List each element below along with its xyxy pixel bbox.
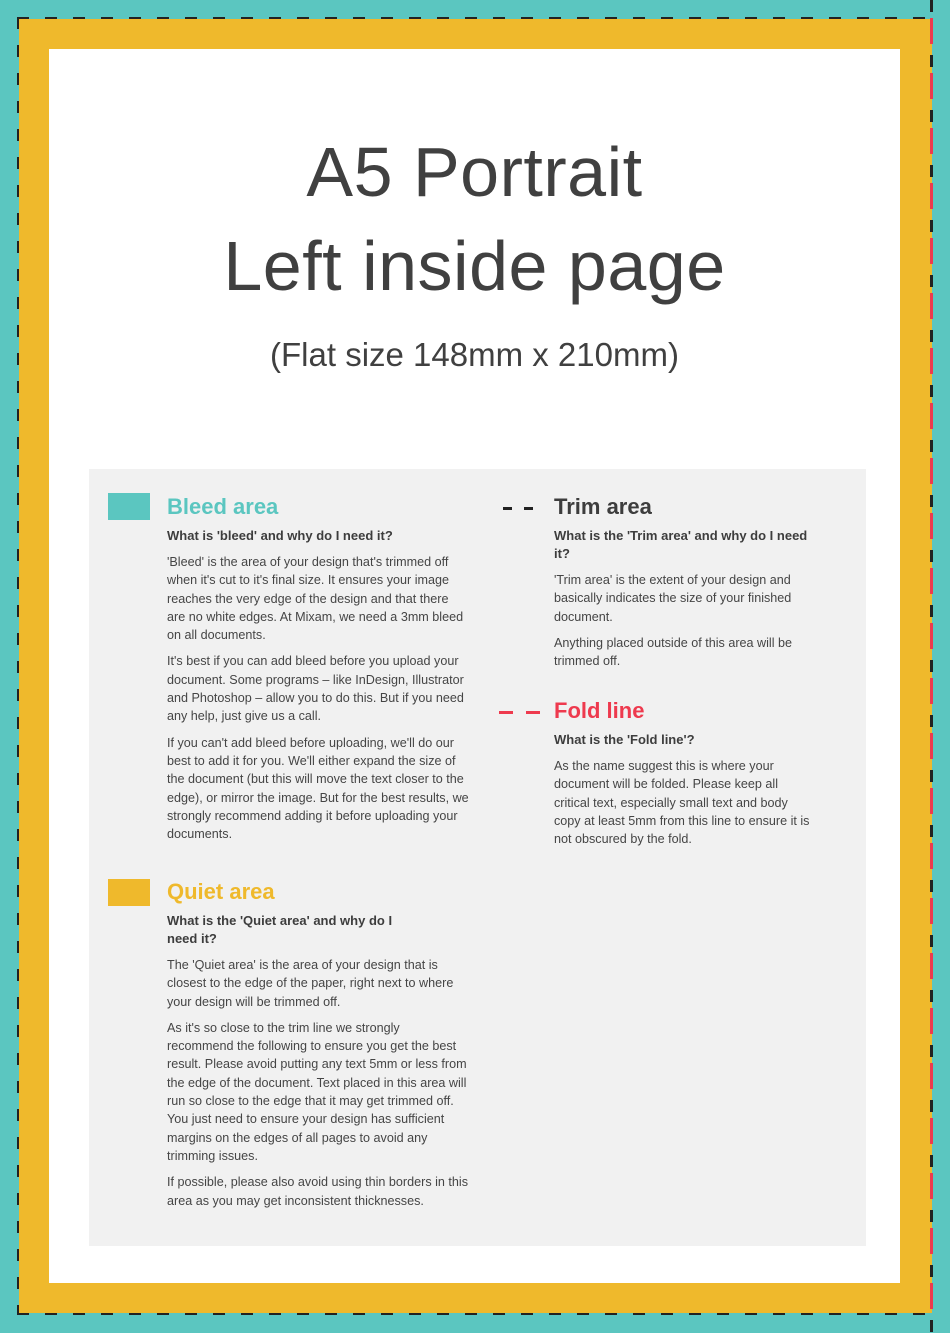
fold-line-right [930, 0, 933, 1333]
bleed-question: What is 'bleed' and why do I need it? [167, 528, 393, 543]
trim-line-top [17, 17, 932, 19]
bleed-paragraph: If you can't add bleed before uploading, we'll do our best to add it for you. We'll either expand the size of the document (but this will move the text closer to the edge), or mirror the image. But for the best results, we strongly recommend adding it before uploading your documents. [167, 735, 469, 842]
quiet-title: Quiet area [167, 879, 275, 904]
quiet-paragraph: As it's so close to the trim line we strongly recommend the following to ensure you get the best result. Please avoid putting any text 5mm or less from the edge of the document. Text placed in this area will run so close to the edge that it may get trimmed off. You just need to ensure your design has sufficient margins on the edges of all pages to avoid any trimming issues. [167, 1020, 467, 1163]
trim-section [554, 493, 819, 670]
fold-section [554, 697, 819, 848]
trim-line-bottom [17, 1313, 932, 1315]
quiet-section [167, 878, 472, 1210]
trim-paragraph: Anything placed outside of this area will be trimmed off. [554, 635, 793, 669]
quiet-question: What is the 'Quiet area' and why do I need it? [167, 913, 393, 946]
quiet-paragraph: If possible, please also avoid using thin borders in this area as you may get inconsistent thicknesses. [167, 1175, 469, 1208]
fold-paragraph: As the name suggest this is where your document will be folded. Please keep all critical text, especially small text and body copy at least 5mm from this line to ensure it is not obscured by the fold. [554, 759, 810, 847]
fold-title: Fold line [554, 698, 645, 723]
quiet-paragraph: The 'Quiet area' is the area of your design that is closest to the edge of the paper, right next to where your design will be trimmed off. [167, 958, 454, 1009]
page-subtitle: (Flat size 148mm x 210mm) [270, 336, 679, 373]
bleed-swatch-icon [108, 493, 150, 520]
trim-title: Trim area [554, 494, 652, 519]
page-title-line-1: A5 Portrait [306, 133, 643, 211]
trim-dash-icon [524, 507, 533, 510]
bleed-paragraph: It's best if you can add bleed before you upload your document. Some programs – like InDesign, Illustrator and Photoshop – allow you to do this. But if you need any help, just give us a call. [167, 654, 464, 724]
bleed-paragraph: 'Bleed' is the area of your design that's trimmed off when it's cut to it's final size. It ensures your image reaches the very edge of the design and that there are no white edges. At Mixam, we need a 3mm bleed on all documents. [167, 555, 464, 643]
bleed-section [167, 493, 472, 843]
fold-dash-icon [526, 711, 540, 714]
trim-question: What is the 'Trim area' and why do I need it? [554, 528, 808, 561]
trim-paragraph: 'Trim area' is the extent of your design and basically indicates the size of your finished document. [554, 573, 792, 624]
trim-dash-icon [503, 507, 512, 510]
fold-question: What is the 'Fold line'? [554, 732, 695, 747]
bleed-title: Bleed area [167, 494, 279, 519]
page-title-line-2: Left inside page [223, 227, 726, 305]
fold-dash-icon [499, 711, 513, 714]
quiet-swatch-icon [108, 879, 150, 906]
trim-line-left [17, 17, 19, 1315]
